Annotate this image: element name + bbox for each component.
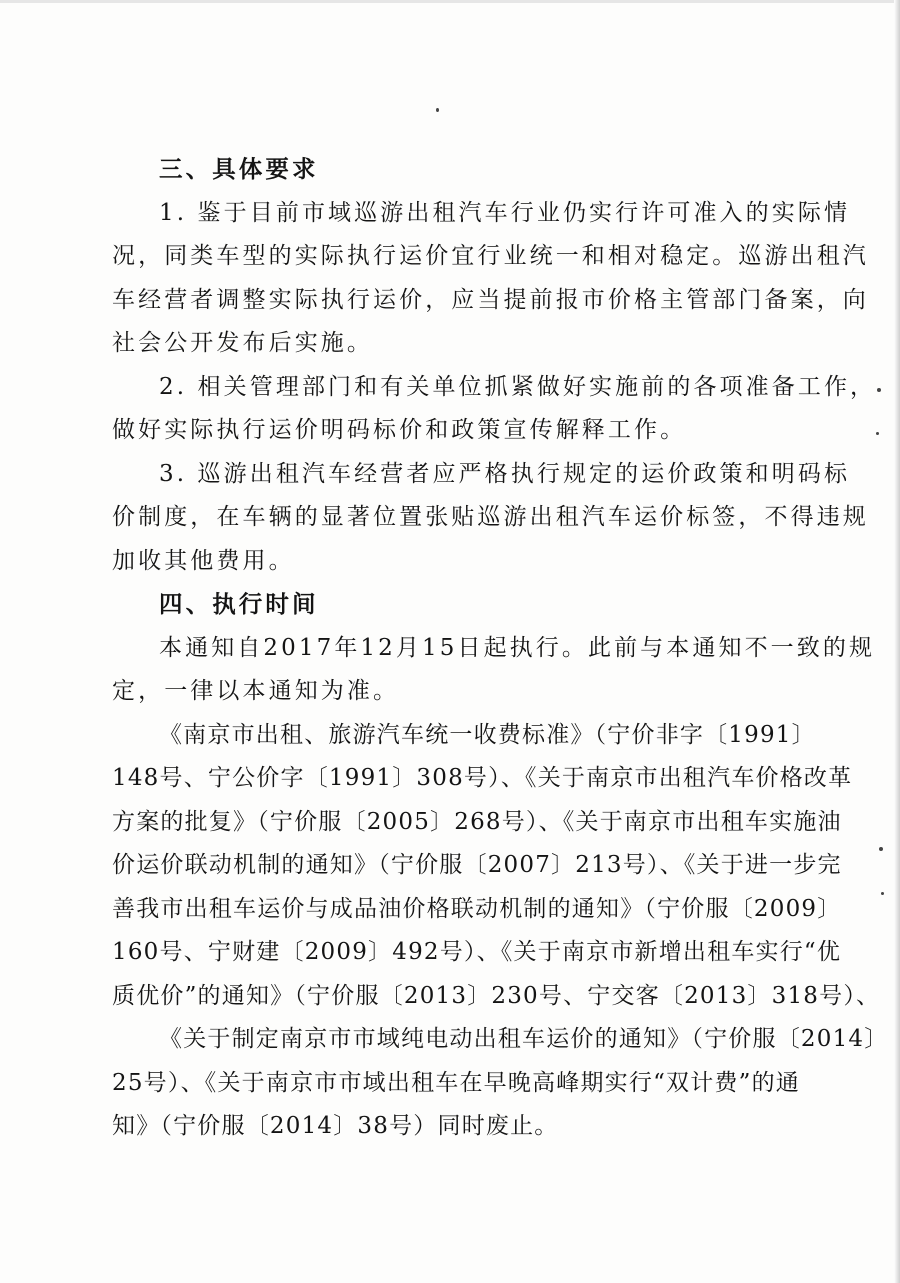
text-line: 3. 巡游出租汽车经营者应严格执行规定的运价政策和明码标 bbox=[159, 460, 851, 487]
text-line: 价运价联动机制的通知》（宁价服〔2007〕213号）、《关于进一步完 bbox=[112, 852, 842, 878]
text-line: 加收其他费用。 bbox=[112, 547, 295, 574]
text-line: 本通知自2017年12月15日起执行。此前与本通知不一致的规 bbox=[159, 634, 876, 661]
text-line: 1. 鉴于目前市域巡游出租汽车行业仍实行许可准入的实际情 bbox=[159, 199, 851, 226]
scan-speck bbox=[881, 892, 884, 895]
text-line: 2. 相关管理部门和有关单位抓紧做好实施前的各项准备工作， bbox=[159, 373, 877, 400]
text-line: 160号、宁财建〔2009〕492号）、《关于南京市新增出租车实行“优 bbox=[112, 939, 842, 965]
text-line: 况，同类车型的实际执行运价宜行业统一和相对稳定。巡游出租汽 bbox=[112, 243, 869, 269]
text-line: 知》（宁价服〔2014〕38号）同时废止。 bbox=[112, 1113, 559, 1139]
document-body bbox=[112, 148, 889, 1149]
section-heading: 四、执行时间 bbox=[159, 590, 319, 618]
text-line: 社会公开发布后实施。 bbox=[112, 330, 373, 356]
text-line: 车经营者调整实际执行运价，应当提前报市价格主管部门备案，向 bbox=[112, 286, 869, 313]
section-heading: 三、具体要求 bbox=[159, 155, 319, 183]
text-line: 《南京市出租、旅游汽车统一收费标准》（宁价非字〔1991〕 bbox=[159, 721, 816, 748]
scan-speck bbox=[436, 108, 439, 112]
text-line: 善我市出租车运价与成品油价格联动机制的通知》（宁价服〔2009〕 bbox=[112, 895, 842, 922]
scan-speck bbox=[879, 847, 883, 851]
text-line: 方案的批复》（宁价服〔2005〕268号）、《关于南京市出租车实施油 bbox=[112, 808, 842, 835]
text-line: 质优价”的通知》（宁价服〔2013〕230号、宁交客〔2013〕318号）、 bbox=[112, 982, 881, 1009]
text-line: 价制度，在车辆的显著位置张贴巡游出租汽车运价标签，不得违规 bbox=[112, 504, 869, 530]
text-line: 定，一律以本通知为准。 bbox=[112, 678, 400, 704]
scan-speck bbox=[876, 432, 879, 435]
text-line: 25号）、《关于南京市市域出租车在早晚高峰期实行“双计费”的通 bbox=[112, 1069, 800, 1096]
page-right-edge bbox=[894, 0, 900, 1283]
text-line: 148号、宁公价字〔1991〕308号）、《关于南京市出租汽车价格改革 bbox=[112, 765, 853, 791]
scan-speck bbox=[877, 388, 881, 392]
text-line: 做好实际执行运价明码标价和政策宣传解释工作。 bbox=[112, 417, 687, 443]
page-top-edge bbox=[0, 0, 900, 3]
text-line: 《关于制定南京市市域纯电动出租车运价的通知》（宁价服〔2014〕 bbox=[159, 1026, 889, 1052]
